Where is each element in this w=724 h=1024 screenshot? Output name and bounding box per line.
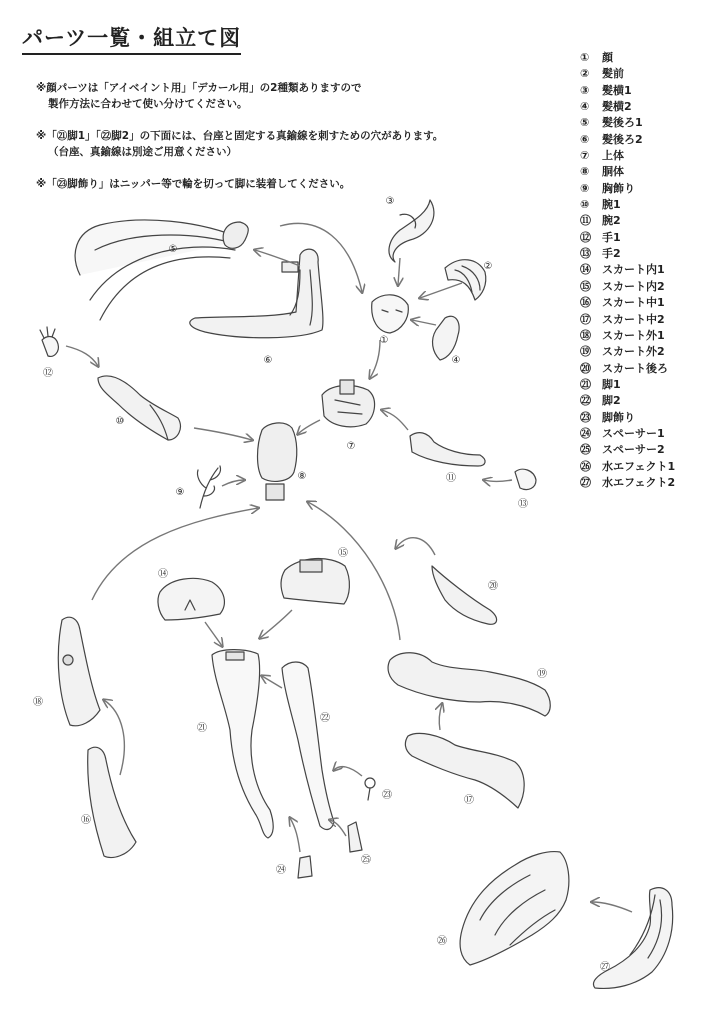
part-hair-side-2-drawing: [433, 316, 460, 360]
legend-part-name: 髪横1: [602, 83, 632, 97]
part-hair-back-2-drawing: [190, 249, 323, 338]
legend-part-name: 髪後ろ1: [602, 116, 643, 130]
part-label: ⑤: [168, 244, 178, 255]
part-label: ⑮: [338, 548, 348, 559]
part-chest-ornament-drawing: [197, 466, 220, 508]
part-hair-side-1-drawing: [389, 200, 434, 262]
part-hair-back-1-drawing: [75, 220, 248, 320]
part-label: ⑳: [488, 581, 498, 592]
part-hair-front-drawing: [445, 260, 486, 300]
part-leg-2-drawing: [282, 662, 334, 829]
part-label: ㉓: [382, 790, 392, 801]
assembly-arrow: [280, 223, 362, 292]
legend-number: ㉗: [580, 475, 591, 489]
assembly-arrow: [334, 767, 362, 776]
part-skirt-middle-1-drawing: [88, 747, 136, 857]
part-skirt-back-drawing: [432, 566, 497, 624]
legend-part-name: 脚2: [602, 394, 621, 408]
legend-part-name: 髪後ろ2: [602, 132, 643, 146]
legend-number: ⑮: [580, 279, 591, 293]
assembly-arrow: [420, 283, 462, 298]
legend-number: ㉑: [580, 377, 591, 391]
part-label: ⑲: [537, 669, 547, 680]
legend-number: ㉓: [580, 410, 591, 424]
legend-part-name: スカート内2: [602, 279, 665, 293]
legend-part-name: スカート後ろ: [602, 361, 668, 375]
legend-part-name: 顔: [602, 51, 613, 64]
assembly-arrow: [222, 480, 244, 486]
legend-number: ⑧: [580, 165, 590, 179]
part-skirt-outer-1-drawing: [58, 617, 100, 726]
part-label: ①: [379, 335, 389, 346]
legend-part-name: 脚1: [602, 377, 621, 391]
part-upper-body-drawing: [322, 380, 375, 427]
part-label: ㉕: [361, 855, 371, 866]
legend-number: ⑥: [580, 132, 590, 146]
page-title: パーツ一覧・組立て図: [22, 22, 241, 55]
part-spacer-1-drawing: [298, 856, 312, 878]
part-label: ㉖: [437, 936, 447, 947]
part-label: ④: [451, 355, 461, 366]
legend-part-name: スペーサー1: [602, 426, 665, 440]
assembly-arrow: [484, 480, 512, 482]
part-label: ㉑: [197, 723, 207, 734]
legend-part-name: 腕1: [602, 198, 621, 212]
legend-part-name: スカート中2: [602, 312, 665, 326]
legend-part-name: スカート中1: [602, 296, 665, 310]
legend-number: ①: [580, 51, 590, 64]
assembly-arrow: [262, 676, 282, 688]
legend-number: ②: [580, 67, 590, 81]
part-hand-1-drawing: [40, 327, 58, 356]
part-label: ⑰: [464, 795, 474, 806]
legend-part-name: 水エフェクト1: [602, 459, 676, 473]
legend-part-name: 手2: [602, 247, 621, 261]
legend-number: ⑩: [580, 198, 590, 212]
legend-number: ③: [580, 83, 590, 97]
legend-part-name: 胸飾り: [602, 181, 635, 195]
part-label: ⑦: [346, 441, 356, 452]
legend-part-name: 髪前: [602, 67, 624, 81]
legend-part-name: 脚飾り: [602, 410, 635, 424]
assembly-arrow: [412, 320, 436, 325]
legend-number: ㉖: [580, 459, 591, 473]
legend-number: ⑲: [580, 345, 591, 359]
part-label: ⑫: [43, 368, 53, 379]
assembly-arrow: [298, 420, 320, 434]
part-label: ②: [483, 261, 493, 272]
part-water-effect-1-drawing: [460, 852, 569, 965]
legend-number: ㉔: [580, 426, 591, 440]
part-arm-1-drawing: [98, 376, 180, 440]
part-label: ⑧: [297, 471, 307, 482]
part-label: ㉔: [276, 865, 286, 876]
assembly-arrow: [439, 704, 442, 730]
legend-number: ⑯: [580, 296, 591, 310]
assembly-arrow: [370, 340, 380, 378]
part-label: ⑱: [33, 697, 43, 708]
legend-part-name: スペーサー2: [602, 443, 665, 457]
part-label: ⑥: [263, 355, 273, 366]
part-hand-2-drawing: [515, 469, 536, 489]
assembly-arrow: [205, 622, 222, 646]
part-label: ⑨: [175, 487, 185, 498]
legend-number: ⑬: [580, 247, 591, 261]
part-skirt-inner-1-drawing: [158, 578, 224, 620]
part-face-drawing: [372, 295, 409, 333]
legend-number: ⑱: [580, 328, 591, 342]
note-line: （台座、真鍮線は別途ご用意ください）: [48, 146, 237, 158]
legend-number: ㉒: [580, 394, 591, 408]
note-line: 製作方法に合わせて使い分けてください。: [48, 98, 248, 110]
part-skirt-outer-2-drawing: [388, 653, 550, 716]
assembly-arrow: [382, 410, 408, 430]
part-label: ⑭: [158, 569, 168, 580]
part-skirt-inner-2-drawing: [281, 559, 349, 604]
note-line: ※顔パーツは「アイベイント用」「デカール用」の2種類ありますので: [36, 82, 362, 94]
legend-part-name: スカート外1: [602, 328, 665, 342]
note-line: ※「㉑脚1」「㉒脚2」の下面には、台座と固定する真鍮線を刺すための穴があります。: [36, 130, 444, 142]
legend-number: ⑤: [580, 116, 590, 130]
legend-part-name: 手1: [602, 230, 621, 244]
note-line: ※「㉓脚飾り」はニッパー等で輪を切って脚に装着してください。: [36, 178, 351, 190]
part-label: ③: [385, 196, 395, 207]
legend-number: ⑰: [580, 312, 591, 326]
part-label: ⑬: [518, 499, 528, 510]
legend-part-name: スカート外2: [602, 345, 665, 359]
part-label: ⑯: [81, 815, 91, 826]
part-label: ⑪: [446, 473, 456, 484]
legend-part-name: 腕2: [602, 214, 621, 228]
assembly-arrow: [290, 818, 300, 852]
assembly-arrow: [260, 610, 292, 638]
part-label: ㉒: [320, 713, 330, 724]
legend-number: ⑳: [580, 361, 591, 375]
part-arm-2-drawing: [410, 433, 485, 466]
part-spacer-2-drawing: [348, 822, 362, 852]
part-torso-drawing: [258, 423, 297, 500]
part-leg-ornament-drawing: [365, 778, 375, 800]
legend-part-name: 水エフェクト2: [602, 475, 676, 489]
assembly-arrow: [592, 902, 632, 912]
legend-number: ㉕: [580, 443, 591, 457]
legend-number: ⑭: [580, 263, 591, 277]
legend-number: ④: [580, 100, 590, 114]
legend-part-name: 髪横2: [602, 100, 632, 114]
part-label: ⑩: [115, 416, 125, 427]
legend-number: ⑪: [580, 214, 591, 228]
legend-part-name: 上体: [602, 149, 624, 163]
assembly-arrow: [255, 250, 300, 266]
assembly-arrow: [396, 538, 435, 555]
legend-number: ⑦: [580, 149, 590, 163]
legend-number: ⑨: [580, 181, 590, 195]
legend-part-name: スカート内1: [602, 263, 665, 277]
legend-number: ⑫: [580, 230, 591, 244]
assembly-arrow: [398, 258, 400, 285]
assembly-arrow: [66, 346, 98, 366]
assembly-arrow: [194, 428, 252, 440]
legend-part-name: 胴体: [602, 165, 624, 179]
part-label: ㉗: [600, 962, 610, 973]
